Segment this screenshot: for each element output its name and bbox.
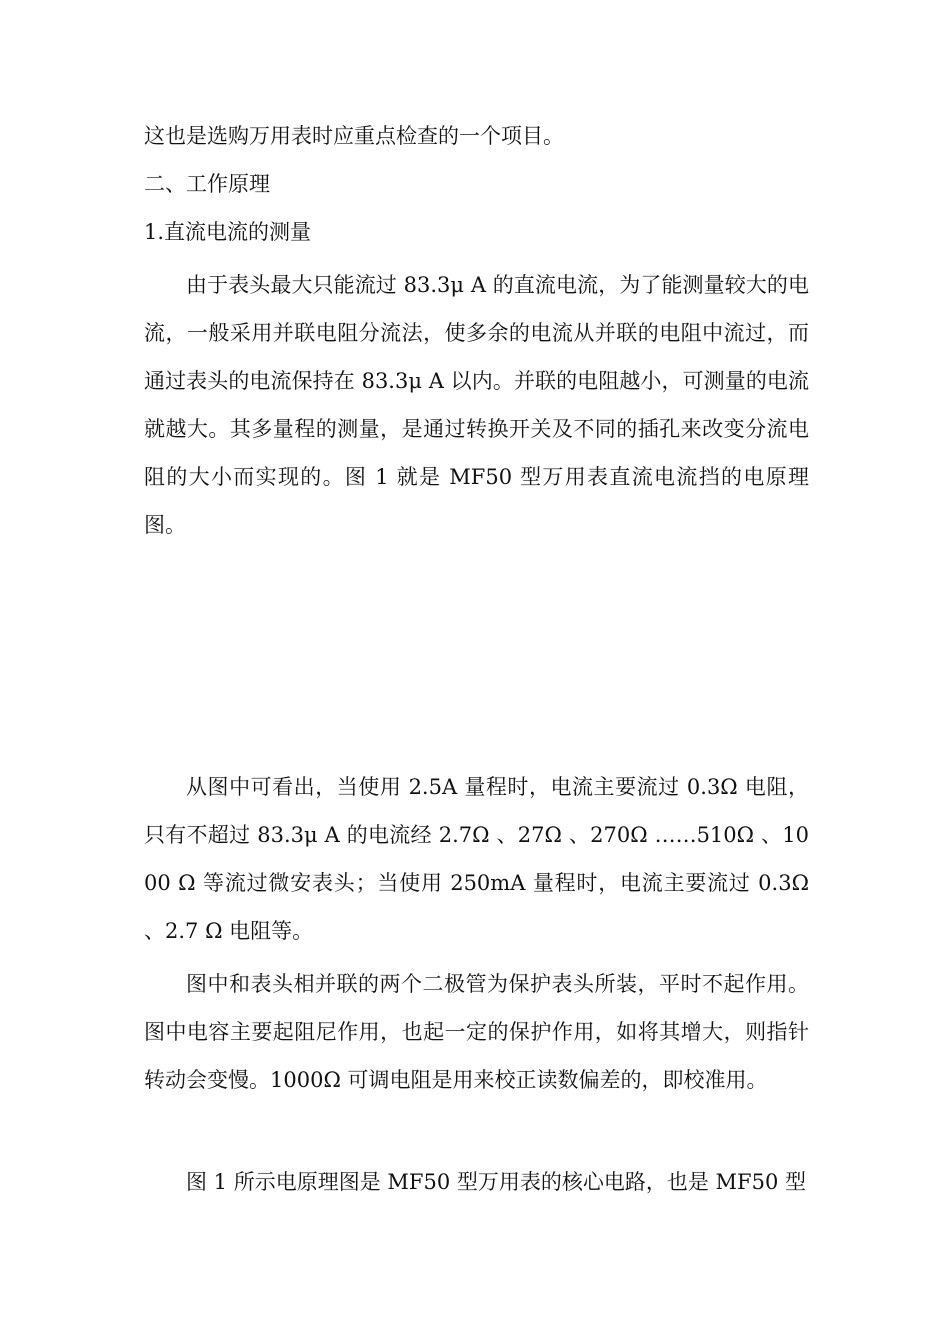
paragraph-core-circuit: 图 1 所示电原理图是 MF50 型万用表的核心电路，也是 MF50 型 — [186, 1170, 807, 1194]
paragraph-range-analysis: 从图中可看出，当使用 2.5A 量程时，电流主要流过 0.3Ω 电阻，只有不超过 83.3μ A 的电流经 2.7Ω 、27Ω 、270Ω ……510Ω 、1000 Ω 等流过微安表头；当使用 250mA 量程时，电流主要流过 0.3Ω 、2.7 Ω 电阻等。 — [144, 775, 809, 943]
section-heading-working-principle: 二、工作原理 — [144, 172, 270, 196]
paragraph-diode-capacitor: 图中和表头相并联的两个二极管为保护表头所装，平时不起作用。图中电容主要起阻尼作用，也起一定的保护作用，如将其增大，则指针转动会变慢。1000Ω 可调电阻是用来校正读数偏差的，即校准用。 — [144, 972, 809, 1092]
paragraph-intro-end: 这也是选购万用表时应重点检查的一个项目。 — [144, 124, 564, 148]
paragraph-shunt-method: 由于表头最大只能流过 83.3μ A 的直流电流，为了能测量较大的电流，一般采用并联电阻分流法，使多余的电流从并联的电阻中流过，而通过表头的电流保持在 83.3μ A 以内。并联的电阻越小，可测量的电流就越大。其多量程的测量，是通过转换开关及不同的插孔来改变分流电阻的大小而实现的。图 1 就是 MF50 型万用表直流电流挡的电原理图。 — [144, 273, 809, 537]
subsection-heading-dc-current: 1.直流电流的测量 — [144, 220, 312, 244]
